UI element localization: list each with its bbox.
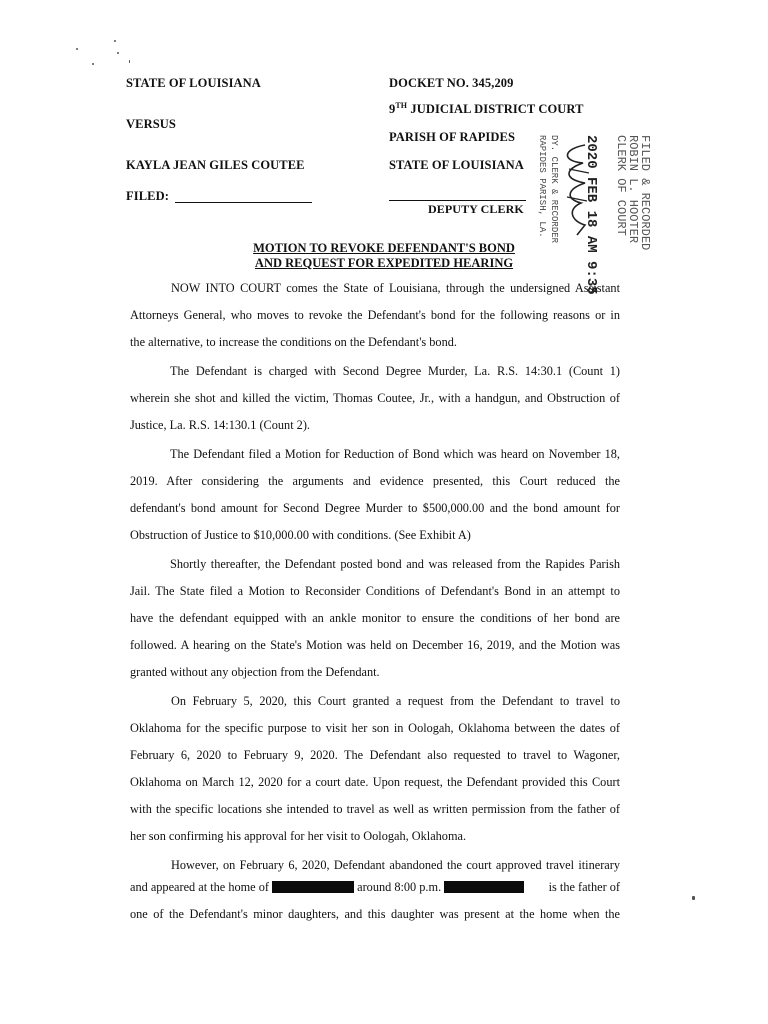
caption-state-right: STATE OF LOUISIANA	[389, 158, 524, 172]
filing-stamp	[535, 135, 655, 295]
caption-defendant: KAYLA JEAN GILES COUTEE	[126, 158, 305, 172]
body-line: Justice, La. R.S. 14:130.1 (Count 2).	[130, 418, 311, 432]
body-line: defendant's bond amount for Second Degree Murder to $500,000.00 and the bond amount for	[130, 501, 620, 515]
body-line: her son confirming his approval for her visit to Oologah, Oklahoma.	[130, 829, 467, 843]
redaction-box	[444, 881, 524, 893]
body-line: On February 5, 2020, this Court granted a request from the Defendant to travel to	[171, 694, 620, 708]
body-line: Attorneys General, who moves to revoke the Defendant's bond for the following reasons or in	[130, 308, 620, 322]
motion-title-line-2: AND REQUEST FOR EXPEDITED HEARING	[254, 256, 514, 270]
caption-state: STATE OF LOUISIANA	[126, 76, 261, 90]
body-line: Obstruction of Justice to $10,000.00 with conditions. (See Exhibit A)	[130, 528, 471, 542]
body-line-redacted	[130, 880, 620, 894]
filed-date-line	[175, 202, 312, 203]
body-line: The Defendant is charged with Second Degree Murder, La. R.S. 14:30.1 (Count 1)	[170, 364, 620, 378]
stamp-date-time: 2020 FEB 18 AM 9:35	[583, 135, 599, 295]
motion-title-line-1: MOTION TO REVOKE DEFENDANT'S BOND	[253, 241, 515, 255]
motion-title	[0, 241, 768, 271]
court-suffix: TH	[395, 101, 408, 110]
body-line: with the specific locations she intended to travel as well as written permission from the father of	[130, 802, 620, 816]
filed-label: FILED:	[126, 189, 169, 203]
body-line: Shortly thereafter, the Defendant posted bond and was released from the Rapides Parish	[170, 557, 620, 571]
scan-speck	[92, 63, 94, 65]
redacted-text-3: is the father of	[548, 880, 620, 894]
scan-speck	[117, 52, 119, 54]
body-line: followed. A hearing on the State's Motion was held on December 16, 2019, and the Motion was	[130, 638, 620, 652]
body-line: NOW INTO COURT comes the State of Louisiana, through the undersigned Assistant	[171, 281, 620, 295]
scan-speck	[114, 40, 116, 42]
body-line: Jail. The State filed a Motion to Reconsider Conditions of Defendant's Bond in an attempt to	[130, 584, 620, 598]
body-line: 2019. After considering the arguments and evidence presented, this Court reduced the	[130, 474, 620, 488]
stamp-clerk-name: ROBIN L. HOOTER	[626, 135, 640, 244]
scan-speck	[692, 896, 695, 900]
stamp-deputy: DY. CLERK & RECORDER	[549, 135, 559, 244]
deputy-clerk-label: DEPUTY CLERK	[428, 202, 524, 216]
redacted-text-2: around 8:00 p.m.	[357, 880, 442, 894]
body-line: However, on February 6, 2020, Defendant abandoned the court approved travel itinerary	[171, 858, 620, 872]
court-number: 9	[389, 102, 396, 117]
body-line: The Defendant filed a Motion for Reduction of Bond which was heard on November 18,	[170, 447, 620, 461]
body-line: the alternative, to increase the conditions on the Defendant's bond.	[130, 335, 457, 349]
redacted-text-1: and appeared at the home of	[130, 880, 269, 894]
redaction-box	[272, 881, 354, 893]
body-line: have the defendant equipped with an ankle monitor to ensure the conditions of her bond are	[130, 611, 620, 625]
body-line: granted without any objection from the Defendant.	[130, 665, 380, 679]
scan-speck	[76, 48, 78, 50]
body-line: one of the Defendant's minor daughters, and this daughter was present at the home when the	[130, 907, 620, 921]
docket-number: DOCKET NO. 345,209	[389, 76, 514, 90]
court-name-text: JUDICIAL DISTRICT COURT	[407, 102, 584, 117]
body-line: Oklahoma on March 12, 2020 for a court date. Upon request, the Defendant provided this Court	[130, 775, 620, 789]
caption-versus: VERSUS	[126, 117, 176, 131]
stamp-filed-recorded: FILED & RECORDED	[638, 135, 652, 251]
body-line: wherein she shot and killed the victim, Thomas Coutee, Jr., with a handgun, and Obstruction of	[130, 391, 620, 405]
body-line: February 6, 2020 to February 9, 2020. The Defendant also requested to travel to Wagoner,	[130, 748, 620, 762]
stamp-clerk-title: CLERK OF COURT	[614, 135, 628, 236]
body-line: Oklahoma for the specific purpose to visit her son in Oologah, Oklahoma between the dates of	[130, 721, 620, 735]
deputy-clerk-line	[389, 200, 526, 201]
court-name	[389, 101, 584, 117]
parish-name: PARISH OF RAPIDES	[389, 130, 516, 144]
clerk-signature	[555, 139, 595, 239]
stamp-parish: RAPIDES PARISH, LA.	[537, 135, 547, 238]
scan-speck	[129, 60, 130, 63]
